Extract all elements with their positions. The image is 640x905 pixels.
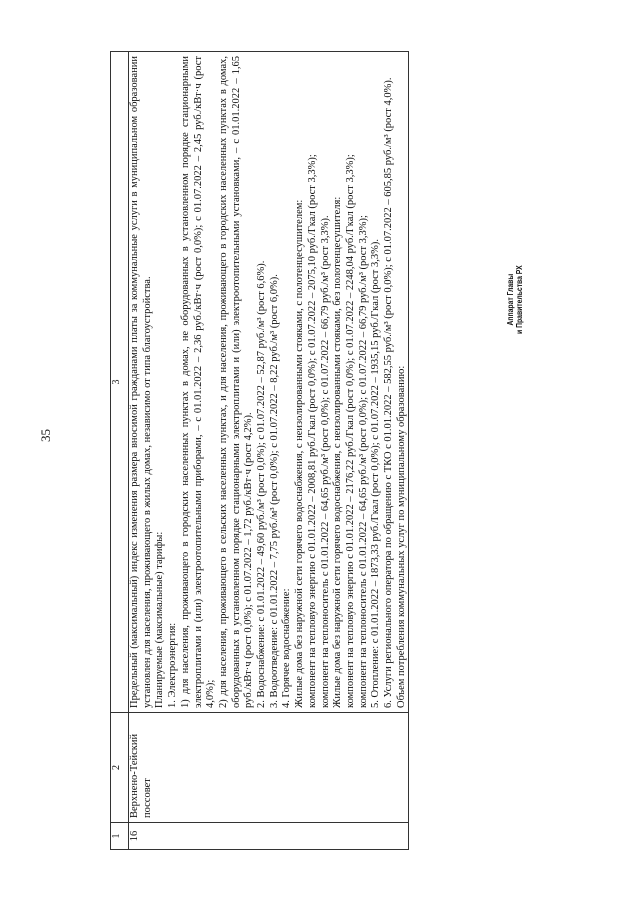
text-line: 1) для населения, проживающего в городских населенных пунктах в домах, не оборудованных в установленном порядке стационарными электроплитами и (или) электроотопительными приборами, – с 01.01.2022 – 2,36 руб./кВт·ч (рост 0,0%); с 01.07.2022 – 2,45 руб./кВт·ч (рост 4,0%); [179,56,217,708]
text-line: компонент на теплоноситель с 01.01.2022 – 64,65 руб./м³ (рост 0,0%); с 01.07.2022 – 66,79 руб./м³ (рост 3,3%); [357,215,369,708]
text-line: 4. Горячее водоснабжение: [281,588,293,708]
text-line: Жилые дома без наружной сети горячего водоснабжения, с неизолированными стояками, без полотенцесушителя: [332,196,344,708]
text-line: 5. Отопление: с 01.01.2022 – 1873,33 руб./Гкал (рост 0,0%); с 01.07.2022 – 1935,15 руб./Гкал (рост 3,3%). [370,239,382,708]
municipality-name: Верхнено-Тейский поссовет [129,713,409,823]
table-row [129,52,409,850]
rotated-page-content [110,52,522,850]
text-line: Объем потребления коммунальных услуг по муниципальному образованию: [395,365,407,708]
text-line: Планируемые (максимальные) тарифы: [154,531,166,708]
text-line: компонент на тепловую энергию с 01.01.2022 – 2176,22 руб./Гкал (рост 0,0%); с 01.07.2022 – 2248,04 руб./Гкал (рост 3,3%); [344,154,356,708]
header-cell-2: 2 [111,713,129,823]
text-line: компонент на тепловую энергию с 01.01.2022 – 2008,81 руб./Гкал (рост 0,0%); с 01.07.2022 – 2075,10 руб./Гкал (рост 3,3%); [306,154,318,708]
tariff-table [110,51,409,850]
text-line: 2) для населения, проживающего в сельских населенных пунктах, и для населения, проживающего в городских населенных пунктах в домах, оборудованных в установленном порядке стационарными электроплитами и (или) электроотопительными установками, – с 01.01.2022 – 1,65 руб./кВт·ч (рост 0,0%); с 01.07.2022 – 1,72 руб./кВт·ч (рост 4,2%). [217,56,255,708]
stamp-line-1: Аппарат Главы [506,273,515,326]
text-line: 6. Услуги регионального оператора по обращению с ТКО с 01.01.2022 – 582,55 руб./м³ (рост 0,0%); с 01.07.2022 – 605,85 руб./м³ (рост 4,0%). [383,77,395,708]
tariff-description [129,52,409,713]
text-line: 3. Водоотведение: с 01.01.2022 – 7,75 руб./м³ (рост 0,0%); с 01.07.2022 – 8,22 руб./м³ (рост 6,0%). [268,274,280,708]
row-number: 16 [129,823,409,850]
stamp-line-2: и Правительства РХ [515,265,524,334]
page-number: 35 [38,429,53,442]
header-cell-1: 1 [111,823,129,850]
text-line: Жилые дома без наружной сети горячего водоснабжения, с неизолированными стояками, с полотенцесушителем: [294,199,306,708]
text-line: Предельный (максимальный) индекс изменения размера вносимой гражданами платы за коммунальные услуги в муниципальном образовании установлен для населения, проживающего в жилых домах, независимо от типа благоустройства. [129,56,153,708]
text-line: 2. Водоснабжение: с 01.01.2022 – 49,60 руб./м³ (рост 0,0%); с 01.07.2022 – 52,87 руб./м³ (рост 6,6%). [256,260,268,708]
table-header-row [111,52,129,850]
office-stamp [506,265,524,334]
text-line: компонент на теплоноситель с 01.01.2022 – 64,65 руб./м³ (рост 0,0%); с 01.07.2022 – 66,79 руб./м³ (рост 3,3%). [319,215,331,708]
header-cell-3: 3 [111,52,129,713]
text-line: 1. Электроэнергия: [167,622,179,708]
